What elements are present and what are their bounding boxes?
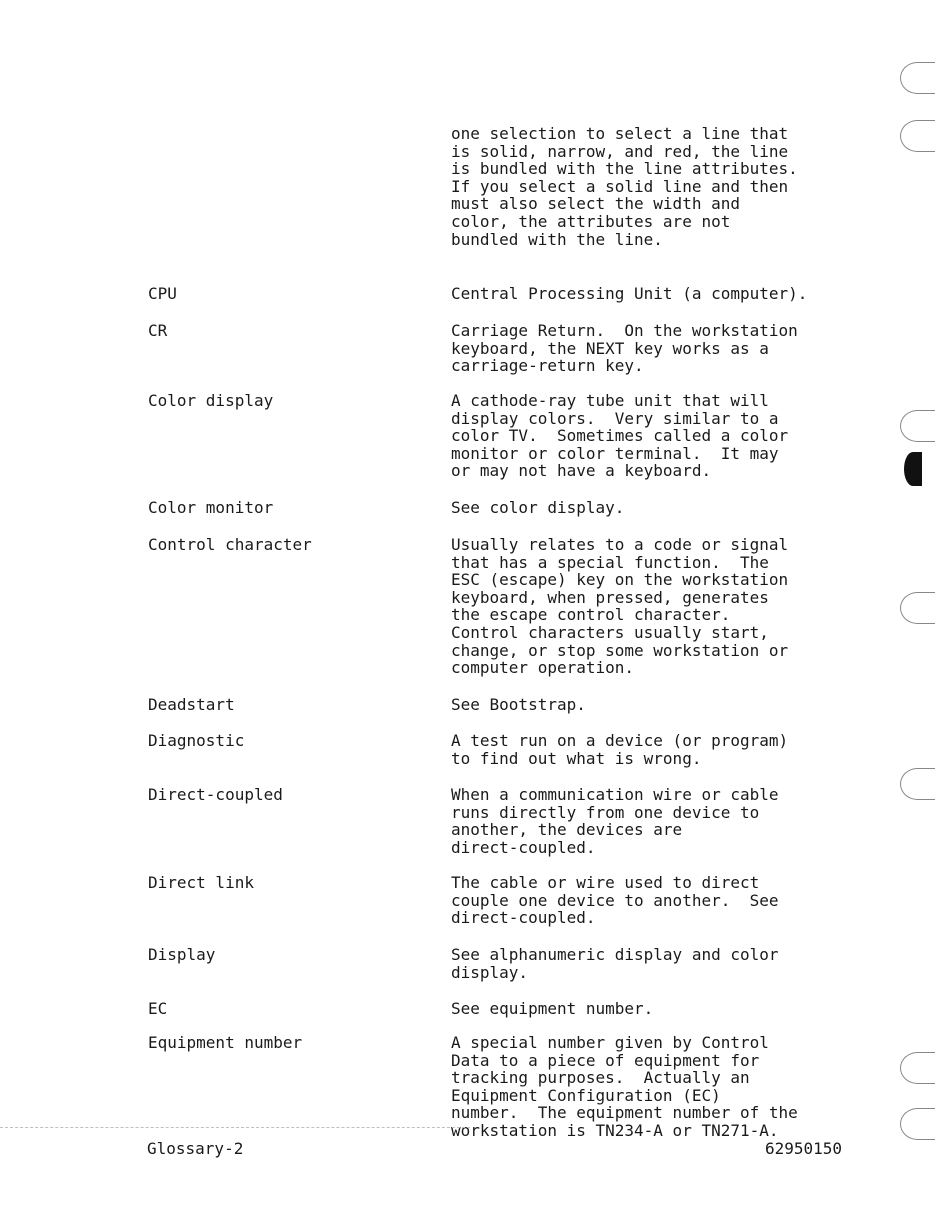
term-diagnostic: Diagnostic (148, 731, 245, 750)
definition-diagnostic: A test run on a device (or program) to find out what is wrong. (451, 731, 789, 768)
definition-control-character: Usually relates to a code or signal that has a special function. The ESC (escape) key on the workstation keyboard, when pressed, generates the escape control character. Control characters usually start, change, or stop some workstation or computer operation. (451, 535, 789, 678)
term-control-character: Control character (148, 535, 312, 554)
definition-cpu: Central Processing Unit (a computer). (451, 284, 808, 303)
definition-color-monitor: See color display. (451, 498, 625, 517)
term-cpu: CPU (148, 284, 177, 303)
term-equipment-number: Equipment number (148, 1033, 303, 1052)
footer-page-label: Glossary-2 (147, 1139, 244, 1158)
term-direct-coupled: Direct-coupled (148, 785, 283, 804)
definition-direct-coupled: When a communication wire or cable runs directly from one device to another, the devices are direct-coupled. (451, 785, 779, 857)
term-cr: CR (148, 321, 168, 340)
binder-tab-mark-icon (904, 452, 922, 486)
binder-hole-icon (900, 62, 935, 94)
term-ec: EC (148, 999, 168, 1018)
binder-hole-icon (900, 592, 935, 624)
term-color-monitor: Color monitor (148, 498, 274, 517)
term-direct-link: Direct link (148, 873, 254, 892)
term-display: Display (148, 945, 216, 964)
scan-divider-line (0, 1127, 470, 1128)
term-color-display: Color display (148, 391, 274, 410)
binder-hole-icon (900, 1108, 935, 1140)
definition-display: See alphanumeric display and color display. (451, 945, 779, 982)
intro-paragraph: one selection to select a line that is solid, narrow, and red, the line is bundled with the line attributes. If you select a solid line and then must also select the width and color, the attributes are not bundled with the line. (451, 124, 798, 249)
footer-doc-number: 62950150 (765, 1139, 843, 1158)
definition-ec: See equipment number. (451, 999, 654, 1018)
binder-hole-icon (900, 768, 935, 800)
binder-hole-icon (900, 410, 935, 442)
term-deadstart: Deadstart (148, 695, 235, 714)
definition-cr: Carriage Return. On the workstation keyboard, the NEXT key works as a carriage-return key. (451, 321, 798, 376)
binder-hole-icon (900, 1052, 935, 1084)
binder-hole-icon (900, 120, 935, 152)
definition-direct-link: The cable or wire used to direct couple one device to another. See direct-coupled. (451, 873, 779, 928)
definition-color-display: A cathode-ray tube unit that will display colors. Very similar to a color TV. Sometimes called a color monitor or color terminal. It may or may not have a keyboard. (451, 391, 789, 481)
definition-equipment-number: A special number given by Control Data to a piece of equipment for tracking purposes. Actually an Equipment Configuration (EC) number. The equipment number of the workstation is TN234-A or TN271-A. (451, 1033, 798, 1140)
definition-deadstart: See Bootstrap. (451, 695, 586, 714)
